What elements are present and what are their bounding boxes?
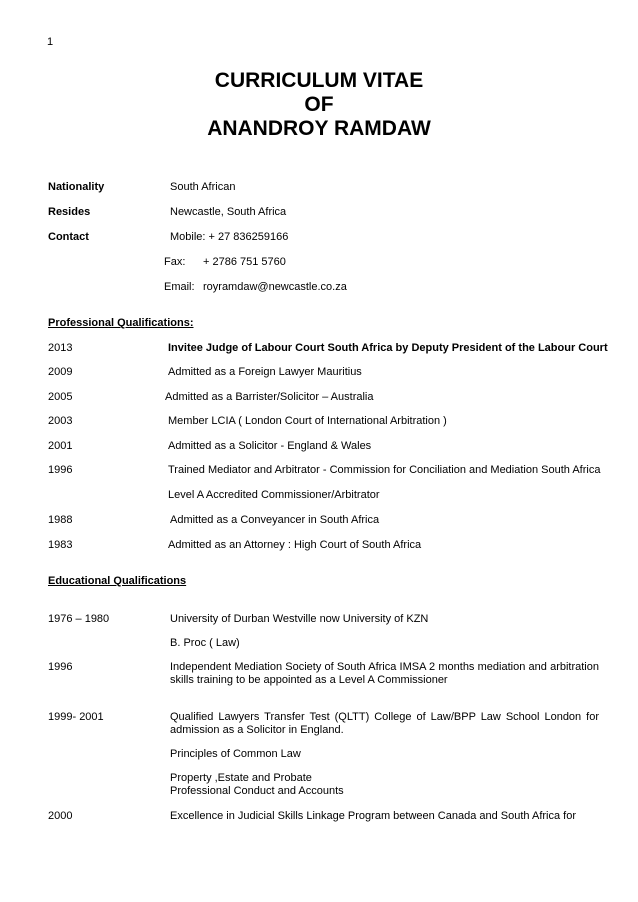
nationality-value: South African: [170, 181, 236, 193]
document-title: [0, 69, 638, 141]
title-line-2: OF: [304, 93, 334, 116]
prof-item: Member LCIA ( London Court of International Arbitration ): [168, 415, 447, 427]
fax-number: + 2786 751 5760: [203, 256, 286, 268]
educational-heading: Educational Qualifications: [48, 575, 187, 587]
mobile-number: Mobile: + 27 836259166: [170, 231, 289, 243]
edu-item: Excellence in Judicial Skills Linkage Program between Canada and South Africa for: [170, 810, 577, 822]
prof-year: 2005: [48, 391, 73, 403]
edu-year: 1996: [48, 661, 73, 673]
prof-item: Admitted as a Foreign Lawyer Mauritius: [168, 366, 362, 378]
title-line-3: ANANDROY RAMDAW: [207, 117, 431, 140]
edu-year: 1976 – 1980: [48, 613, 110, 625]
professional-heading: Professional Qualifications:: [48, 317, 194, 329]
contact-label: Contact: [48, 231, 89, 243]
prof-year: 2009: [48, 366, 73, 378]
prof-item: Admitted as an Attorney : High Court of South Africa: [168, 539, 422, 551]
resides-value: Newcastle, South Africa: [170, 206, 287, 218]
prof-item: Admitted as a Solicitor - England & Wales: [168, 440, 372, 452]
page-number: 1: [47, 36, 54, 48]
resides-label: Resides: [48, 206, 91, 218]
prof-year: 2001: [48, 440, 73, 452]
fax-label: Fax:: [164, 256, 186, 268]
prof-item: Trained Mediator and Arbitrator - Commission for Conciliation and Mediation South Africa: [168, 464, 601, 476]
prof-item: Admitted as a Barrister/Solicitor – Australia: [165, 391, 374, 403]
email-address: royramdaw@newcastle.co.za: [203, 281, 347, 293]
nationality-label: Nationality: [48, 181, 105, 193]
prof-year: 2003: [48, 415, 73, 427]
prof-item: Level A Accredited Commissioner/Arbitrator: [168, 489, 380, 501]
edu-item: Property ,Estate and Probate: [170, 772, 312, 784]
edu-item: Qualified Lawyers Transfer Test (QLTT) College of Law/BPP Law School London for admission as a Solicitor in England.: [170, 711, 599, 736]
prof-year: 1983: [48, 539, 73, 551]
prof-year: 2013: [48, 342, 73, 354]
edu-item: University of Durban Westville now University of KZN: [170, 613, 429, 625]
edu-item: B. Proc ( Law): [170, 637, 240, 649]
edu-year: 1999- 2001: [48, 711, 104, 723]
prof-item: Invitee Judge of Labour Court South Africa by Deputy President of the Labour Court: [168, 342, 608, 354]
edu-item: Independent Mediation Society of South Africa IMSA 2 months mediation and arbitration skills training to be appointed as a Level A Commissioner: [170, 661, 599, 686]
edu-item: Professional Conduct and Accounts: [170, 785, 344, 797]
prof-year: 1988: [48, 514, 73, 526]
prof-year: 1996: [48, 464, 73, 476]
edu-item: Principles of Common Law: [170, 748, 301, 760]
title-line-1: CURRICULUM VITAE: [214, 69, 424, 92]
edu-year: 2000: [48, 810, 73, 822]
email-label: Email:: [164, 281, 195, 293]
prof-item: Admitted as a Conveyancer in South Africa: [170, 514, 380, 526]
